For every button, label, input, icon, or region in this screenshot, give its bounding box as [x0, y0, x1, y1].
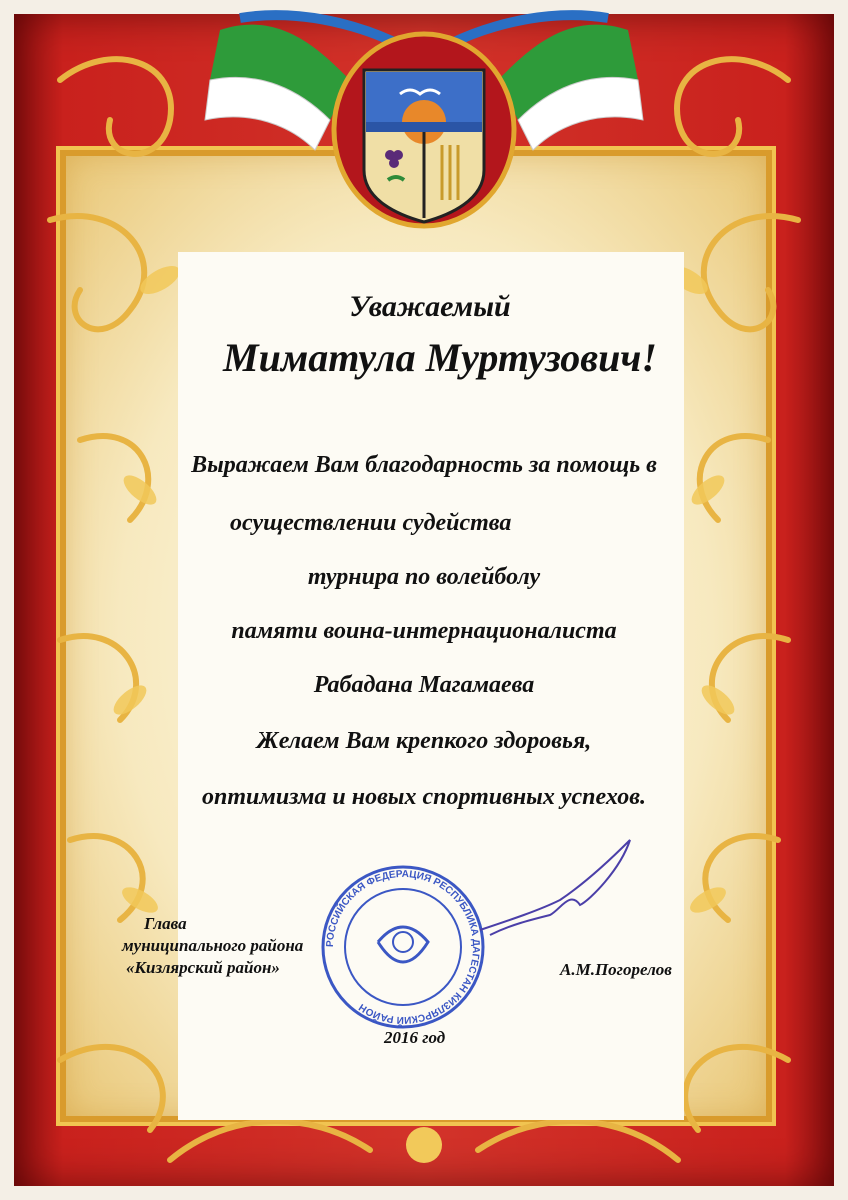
certificate-year: 2016 год [384, 1028, 446, 1047]
signer-title-line1: Глава [144, 914, 187, 933]
body-line-6: Желаем Вам крепкого здоровья, [256, 728, 592, 754]
coat-of-arms-icon [330, 30, 518, 230]
signer-title-line2: муниципального района [122, 936, 304, 955]
stamp-text: РОССИЙСКАЯ ФЕДЕРАЦИЯ РЕСПУБЛИКА ДАГЕСТАН КИЗЛЯРСКИЙ РАЙОН [324, 868, 482, 1026]
body-line-4: памяти воина-интернационалиста [231, 618, 617, 644]
salutation: Уважаемый [349, 290, 511, 323]
body-line-3: турнира по волейболу [307, 564, 541, 590]
signer-name: А.М.Погорелов [560, 960, 672, 979]
body-line-1: Выражаем Вам благодарность за помощь в [191, 452, 657, 478]
signer-title-line3: «Кизлярский район» [126, 958, 280, 977]
signature-scribble [470, 830, 640, 950]
body-line-2: осуществлении судейства [230, 510, 512, 536]
body-line-5: Рабадана Магамаева [313, 672, 535, 698]
official-stamp [318, 862, 488, 1032]
body-line-7: оптимизма и новых спортивных успехов. [202, 784, 646, 810]
recipient-name: Миматула Муртузович! [223, 335, 657, 380]
